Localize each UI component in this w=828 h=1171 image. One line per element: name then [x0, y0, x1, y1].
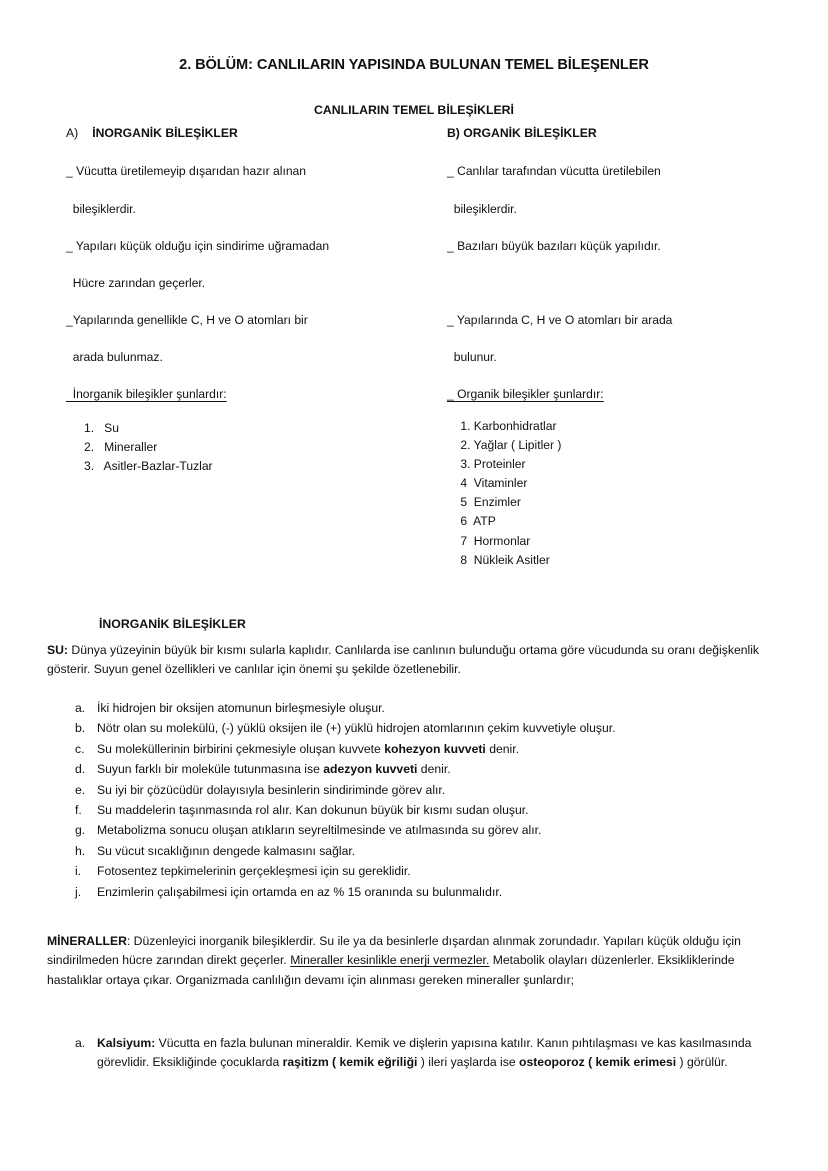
emphasis-bold: osteoporoz ( kemik erimesi	[519, 1055, 677, 1070]
inorganic-statement-6: arada bulunmaz.	[66, 350, 163, 364]
list-item-marker: e.	[75, 782, 86, 797]
list-item: 5 Enzimler	[457, 495, 521, 510]
list-item: 2. Yağlar ( Lipitler )	[457, 438, 562, 453]
list-item-text: Suyun farklı bir moleküle tutunmasına ise adezyon kuvveti denir.	[97, 762, 451, 777]
list-item-text: Su moleküllerinin birbirini çekmesiyle oluşan kuvvete kohezyon kuvveti denir.	[97, 741, 520, 756]
column-organic-marker: B)	[447, 126, 460, 140]
list-item-text: Su vücut sıcaklığının dengede kalmasını sağlar.	[97, 843, 356, 858]
list-item	[60, 700, 790, 716]
list-item	[60, 802, 790, 818]
emphasis-bold: adezyon kuvveti	[323, 762, 418, 777]
organic-statement-2: bileşiklerdir.	[447, 202, 517, 216]
su-label: SU:	[47, 643, 68, 657]
su-paragraph	[47, 641, 785, 680]
list-item-marker: a.	[75, 1036, 86, 1050]
list-item	[60, 741, 790, 757]
list-item-text: Su iyi bir çözücüdür dolayısıyla besinlerin sindiriminde görev alır.	[97, 782, 446, 797]
list-item-text: Nötr olan su molekülü, (-) yüklü oksijen ile (+) yüklü hidrojen atomlarının çekim kuvvetiyle oluşur.	[97, 721, 616, 736]
list-item-marker: i.	[75, 864, 82, 879]
su-property-list	[60, 700, 790, 904]
emphasis-bold: raşitizm ( kemik eğriliği	[282, 1055, 418, 1070]
list-item: 7 Hormonlar	[457, 533, 531, 548]
list-item: 2. Mineraller	[84, 440, 158, 455]
section-heading-inorganic: İNORGANİK BİLEŞİKLER	[99, 617, 246, 632]
list-item	[60, 1034, 790, 1073]
list-item-marker: f.	[75, 802, 82, 817]
list-item-text: Enzimlerin çalışabilmesi için ortamda en az % 15 oranında su bulunmalıdır.	[97, 884, 503, 899]
list-item-marker: j.	[75, 884, 82, 899]
su-text: Dünya yüzeyinin büyük bir kısmı sularla kaplıdır. Canlılarda ise canlının bulunduğu ortama göre vücudunda su oranı değişkenlik gösterir. Suyun genel özellikleri ve canlılar için önemi şu şekilde özetlenebilir.	[47, 643, 760, 677]
list-item-text: Kalsiyum: Vücutta en fazla bulunan mineraldir. Kemik ve dişlerin yapısına katılır. Kanın pıhtılaşması ve kas kasılmasında görevlidir. Eksikliğinde çocuklarda raşitizm ( kemik eğriliği ) ileri yaşlarda ise osteoporoz ( kemik erimesi ) görülür.	[97, 1036, 752, 1070]
list-item: 1. Karbonhidratlar	[457, 419, 557, 433]
emphasis-underline: Mineraller kesinlikle enerji vermezler.	[290, 953, 490, 968]
column-inorganic-marker: A)	[66, 126, 79, 140]
list-item: 8 Nükleik Asitler	[457, 552, 550, 567]
list-item-marker: b.	[75, 721, 86, 736]
column-inorganic	[66, 126, 446, 474]
mineraller-list	[60, 1034, 790, 1077]
list-item: 1. Su	[84, 421, 119, 435]
list-item: 3. Proteinler	[457, 457, 526, 472]
list-item-text: Fotosentez tepkimelerinin gerçekleşmesi için su gereklidir.	[97, 864, 411, 879]
organic-statement-1: _ Canlılar tarafından vücutta üretilebilen	[447, 164, 661, 178]
inorganic-statement-3: _ Yapıları küçük olduğu için sindirime uğramadan	[66, 239, 330, 253]
list-item	[60, 822, 790, 838]
emphasis-bold: kohezyon kuvveti	[384, 741, 486, 756]
list-item-marker: a.	[75, 701, 86, 715]
inorganic-statement-4: Hücre zarından geçerler.	[66, 276, 206, 290]
list-item-marker: d.	[75, 762, 86, 777]
mineraller-paragraph: MİNERALLER: Düzenleyici inorganik bileşiklerdir. Su ile ya da besinlerle dışardan alınmak zorundadır. Yapıları küçük olduğu için sindirilmeden hücre zarından direkt geçerler. Mineraller kesinlikle enerji vermezler. Metabolik olayları düzenlerler. Eksikliklerinde hastalıklar ortaya çıkar. Organizmada canlılığın devamı için alınması gereken mineraller şunlardır;	[47, 934, 741, 987]
inorganic-statement-1: _ Vücutta üretilemeyip dışarıdan hazır alınan	[66, 164, 306, 178]
organic-compound-list	[447, 417, 561, 570]
emphasis-bold: Kalsiyum:	[97, 1036, 156, 1050]
column-inorganic-heading	[66, 126, 446, 141]
list-item-text: İki hidrojen bir oksijen atomunun birleşmesiyle oluşur.	[97, 701, 385, 715]
list-item	[60, 884, 790, 900]
list-item: 6 ATP	[457, 514, 496, 529]
column-organic	[447, 126, 807, 567]
list-item-text: Su maddelerin taşınmasında rol alır. Kan dokunun büyük bir kısmı sudan oluşur.	[97, 802, 529, 817]
inorganic-list-intro: İnorganik bileşikler şunlardır:	[66, 387, 227, 401]
list-item: 3. Asitler-Bazlar-Tuzlar	[84, 459, 213, 474]
list-item-text: Metabolizma sonucu oluşan atıkların seyreltilmesinde ve atılmasında su görev alır.	[97, 823, 542, 838]
column-organic-title: ORGANİK BİLEŞİKLER	[463, 126, 597, 140]
list-item	[60, 761, 790, 777]
organic-statement-3: _ Bazıları büyük bazıları küçük yapılıdır.	[447, 239, 661, 253]
list-item	[60, 863, 790, 879]
list-item	[60, 782, 790, 798]
emphasis-bold: MİNERALLER	[47, 934, 127, 948]
page-subtitle: CANLILARIN TEMEL BİLEŞİKLERİ	[314, 103, 514, 118]
list-item: 4 Vitaminler	[457, 476, 528, 491]
list-item	[60, 843, 790, 859]
column-inorganic-title: İNORGANİK BİLEŞİKLER	[92, 126, 238, 140]
inorganic-statement-2: bileşiklerdir.	[66, 202, 136, 216]
inorganic-compound-list	[66, 419, 213, 476]
list-item-marker: h.	[75, 843, 86, 858]
page-title: 2. BÖLÜM: CANLILARIN YAPISINDA BULUNAN TEMEL BİLEŞENLER	[179, 56, 649, 73]
organic-list-intro: _ Organik bileşikler şunlardır:	[447, 387, 604, 401]
inorganic-statement-5: _Yapılarında genellikle C, H ve O atomları bir	[66, 313, 308, 327]
list-item-marker: c.	[75, 741, 85, 756]
list-item-marker: g.	[75, 823, 86, 838]
organic-statement-5: bulunur.	[447, 350, 497, 364]
column-organic-heading	[447, 126, 807, 141]
list-item	[60, 720, 790, 736]
organic-statement-4: _ Yapılarında C, H ve O atomları bir arada	[447, 313, 673, 327]
compound-comparison-columns	[0, 126, 828, 586]
